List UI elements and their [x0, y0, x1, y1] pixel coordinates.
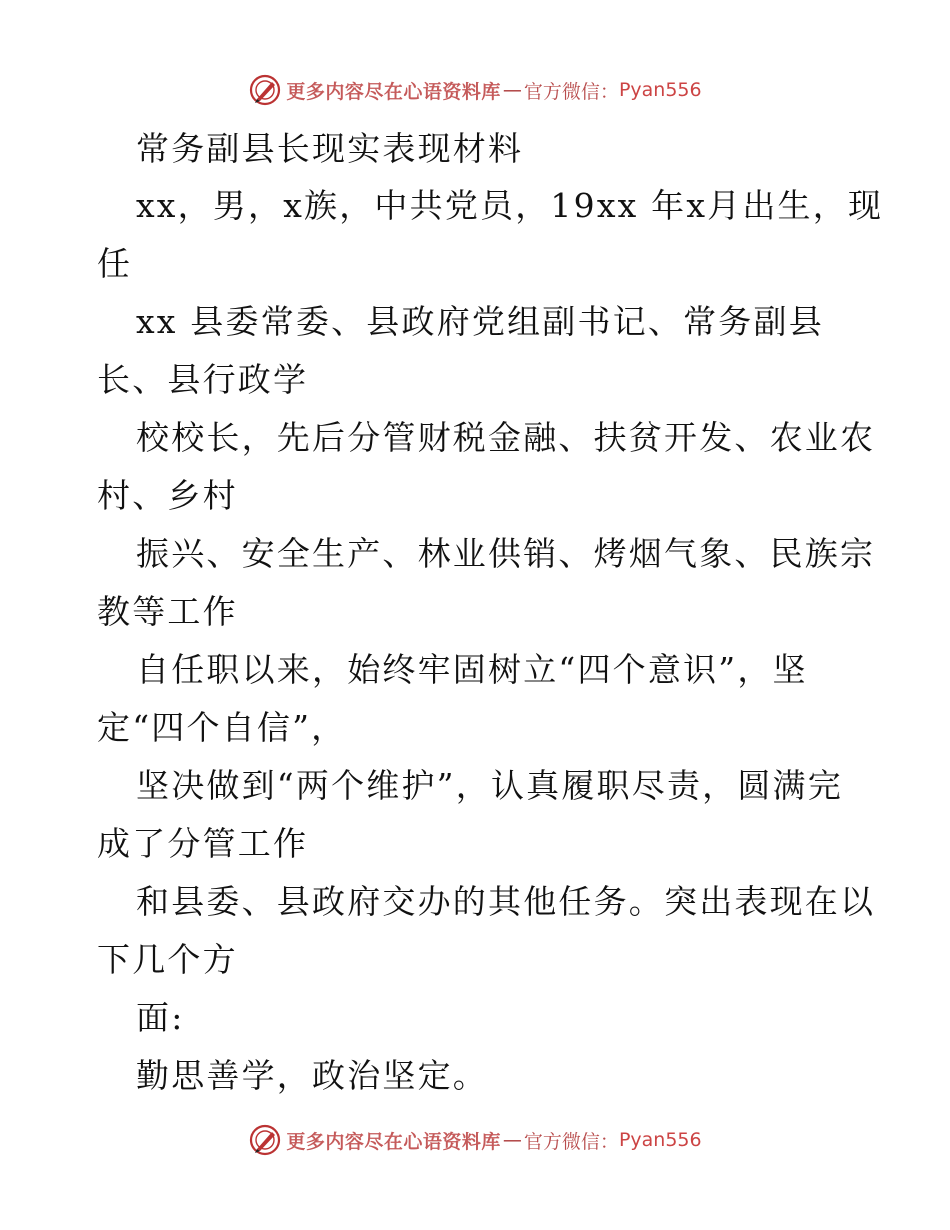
header-banner: [0, 70, 950, 110]
paragraph-line: 教等工作: [97, 592, 238, 631]
banner-wechat-id: Pyan556: [618, 1129, 702, 1151]
banner-separator: —: [502, 1129, 522, 1151]
paragraph-line: 长、县行政学: [97, 360, 309, 399]
footer-banner: [0, 1120, 950, 1160]
banner-wechat-label: 官方微信：: [523, 1130, 619, 1153]
paragraph-line: 坚决做到“两个维护”，认真履职尽责，圆满完: [136, 766, 843, 805]
pen-logo-icon: [248, 73, 282, 107]
banner-separator: —: [502, 79, 522, 101]
paragraph-line: xx 县委常委、县政府党组副书记、常务副县: [136, 302, 824, 341]
section-heading: 勤思善学，政治坚定。: [136, 1056, 488, 1095]
paragraph-line: 校校长，先后分管财税金融、扶贫开发、农业农: [136, 418, 876, 457]
document-title: 常务副县长现实表现材料: [136, 129, 524, 168]
paragraph-line: 村、乡村: [97, 476, 238, 515]
paragraph-line: 面:: [136, 998, 185, 1037]
paragraph-line: 定“四个自信”，: [97, 708, 347, 747]
pen-logo-icon: [248, 1123, 282, 1157]
paragraph-line: xx，男，x族，中共党员，19xx 年x月出生，现: [136, 186, 884, 225]
paragraph-line: 任: [97, 244, 133, 283]
paragraph-line: 成了分管工作: [97, 824, 309, 863]
paragraph-line: 下几个方: [97, 940, 238, 979]
banner-wechat-label: 官方微信：: [523, 80, 619, 103]
paragraph-line: 振兴、安全生产、林业供销、烤烟气象、民族宗: [136, 534, 876, 573]
banner-wechat-id: Pyan556: [618, 79, 702, 101]
paragraph-line: 和县委、县政府交办的其他任务。突出表现在以: [136, 882, 876, 921]
banner-brand-text: 更多内容尽在心语资料库: [286, 80, 501, 103]
paragraph-line: 自任职以来，始终牢固树立“四个意识”，坚: [136, 650, 808, 689]
banner-brand-text: 更多内容尽在心语资料库: [286, 1130, 501, 1153]
